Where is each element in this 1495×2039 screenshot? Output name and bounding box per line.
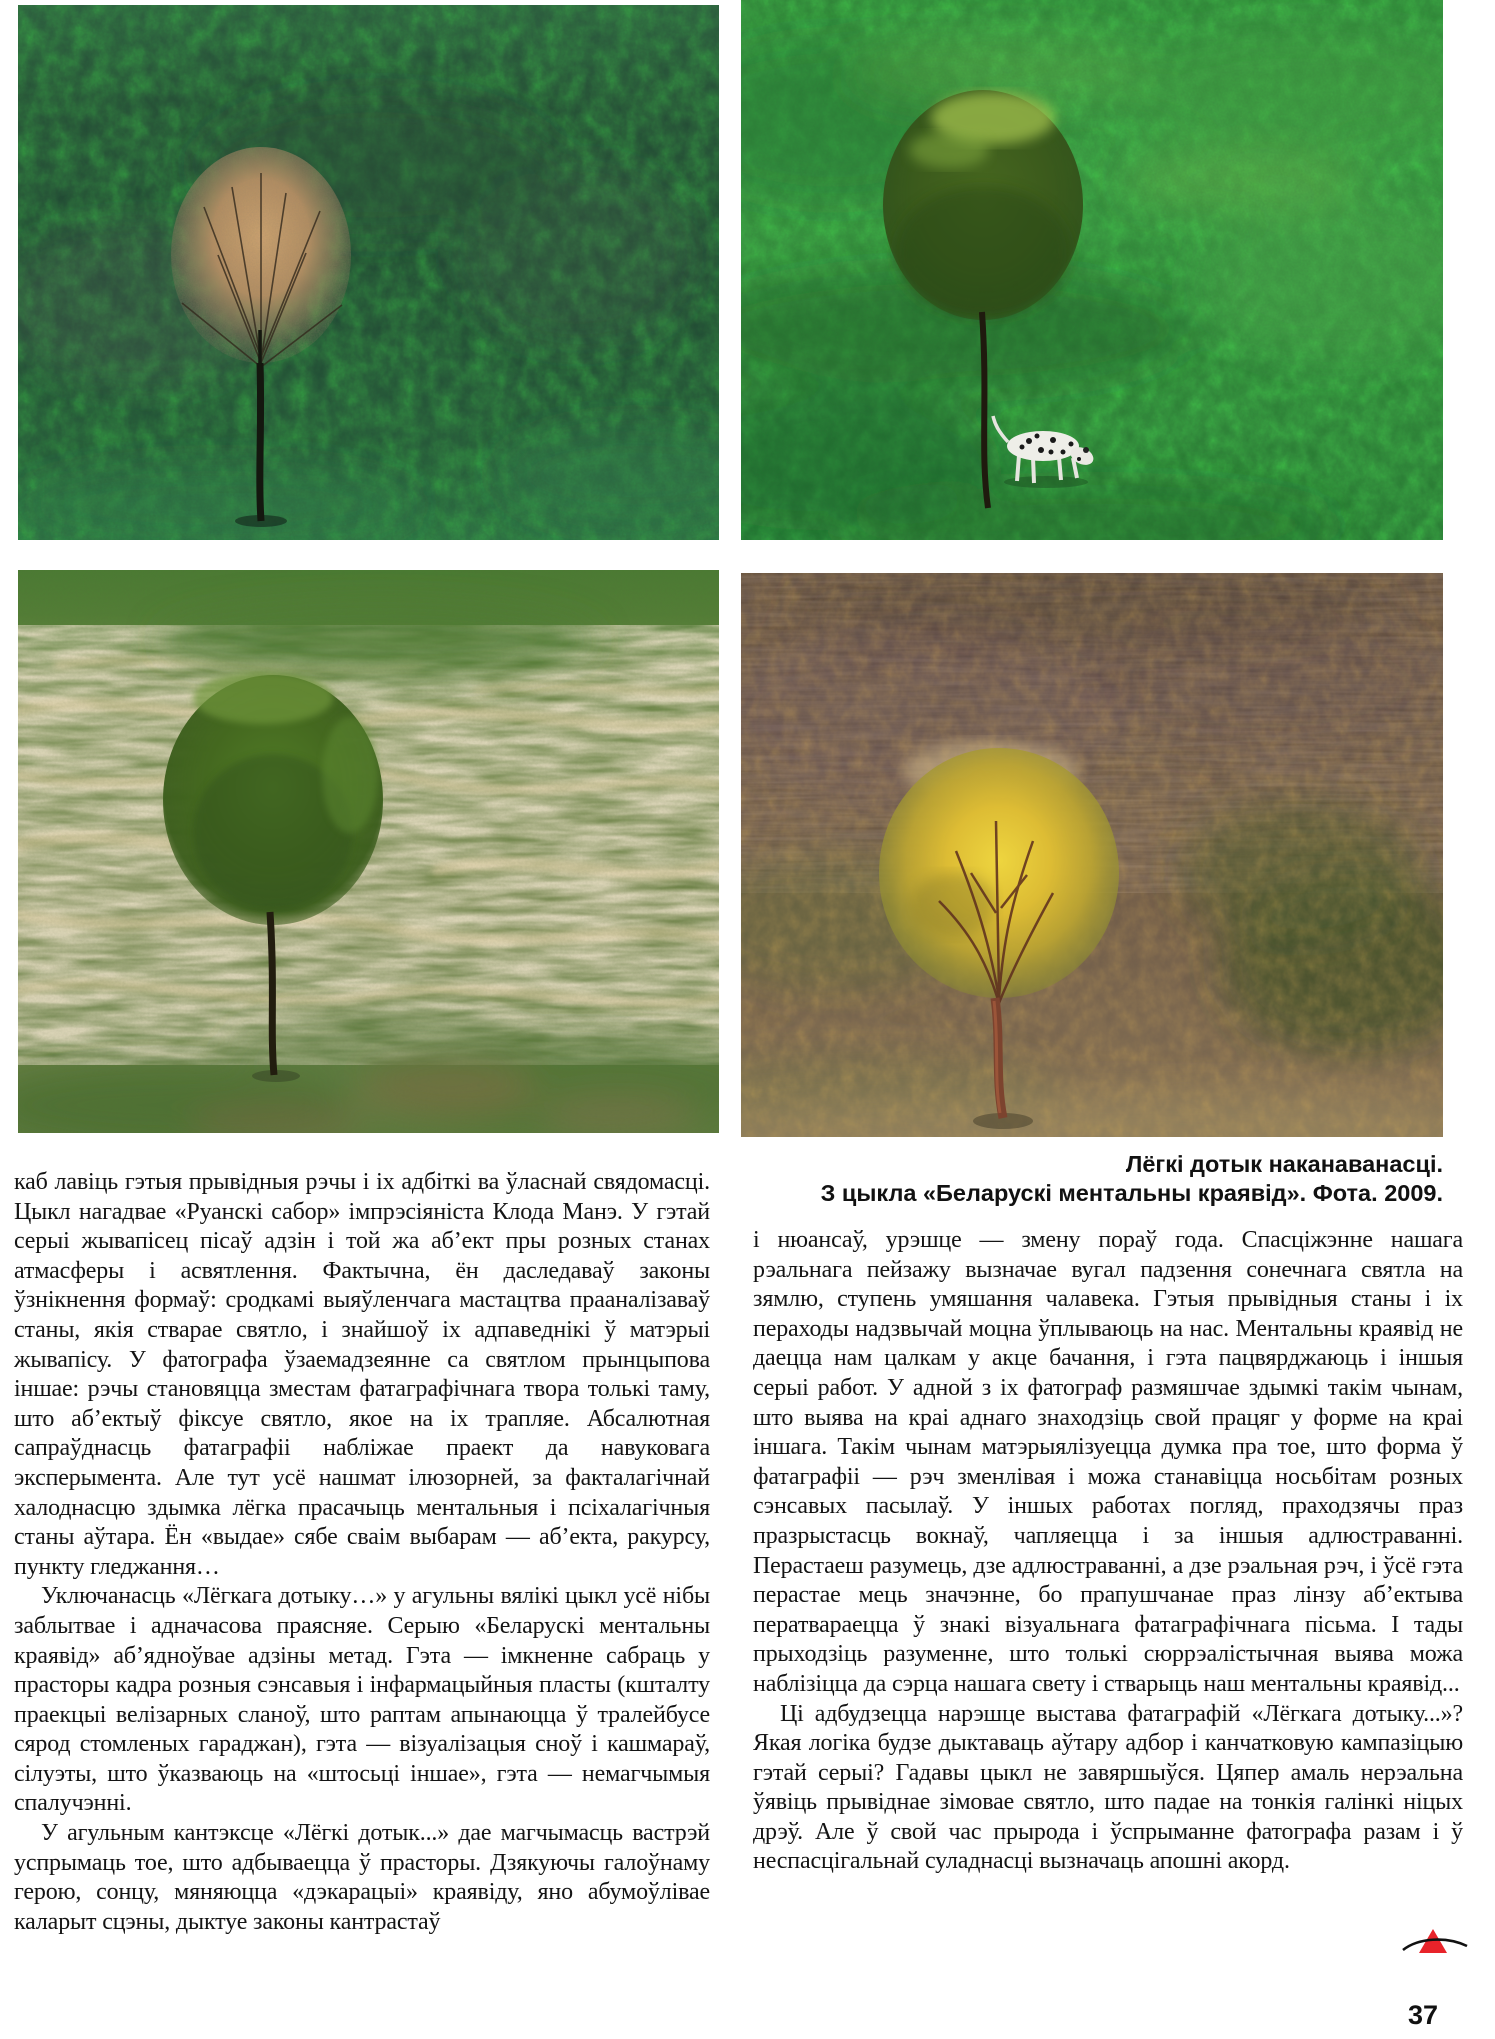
photo-dry-grass-svg: [18, 570, 719, 1133]
tree-trunk: [260, 363, 261, 521]
photo-green-tree-dalmatian: [741, 0, 1443, 540]
photo-bare-tree-dark-field: [18, 5, 719, 540]
crown-highlight: [193, 672, 333, 724]
photo-dalmatian-svg: [741, 0, 1443, 540]
photo-bare-tree-svg: [18, 5, 719, 540]
paragraph: Уключанасць «Лёгкага дотыку…» у агульны вялікі цыкл усё нібы заблытвае і адначасова праясняе. Серыю «Беларускі ментальны краявід» аб’ядноўвае адзіны метад. Гэта — імкненне сабраць у прасторы кадра розныя сэнсавыя і інфармацыйныя пласты (кшталту праекцыі велізарных сланоў, што раптам апынаюцца ў тралейбусе сярод стомленых гараджан), гэта — візуалізацыя сноў і кашмараў, сілуэты, што ўказваюць на «штосьці іншае», гэта — немагчымыя спалучэнні.: [14, 1583, 710, 1817]
dog-body: [1007, 431, 1079, 461]
text-column-right: [753, 1226, 1463, 1877]
page-number: 37: [1408, 2000, 1439, 2030]
photo-yellow-tree-autumn: [741, 573, 1443, 1137]
photo-autumn-svg: [741, 573, 1443, 1137]
paragraph: каб лавіць гэтыя прывідныя рэчы і іх адбіткі ва ўласнай свядомасці. Цыкл нагадвае «Руанскі сабор» імпрэсіяніста Клода Манэ. У гэтай серыі жывапісец пісаў адзін і той жа аб’ект пры розных станах атмасферы і асвятлення. Фактычна, ён даследаваў законы ўзнікнення формаў: сродкамі выяўленчага мастацтва прааналізаваў станы, якія стварае святло, і знайшоў іх адпаведнікі ў матэрыі жывапісу. У фатографа ўзаемадзеянне са святлом прынцыпова іншае: рэчы становяцца зместам фатаграфічнага твора толькі таму, што аб’ектыў фіксуе святло, якое на іх трапляе. Абсалютная сапраўднасць фатаграфіі набліжае праект да навуковага эксперымента. Але тут усё нашмат ілюзорней, за факталагічнай халоднасцю здымка лёгка прасачыць ментальныя і псіхалагічныя станы аўтара. Ён «выдае» сябе сваім выбарам — аб’екта, ракурсу, пункту гледжання…: [14, 1169, 710, 1580]
red-triangle-swoosh-icon: [1402, 1926, 1468, 1958]
paragraph: Ці адбудзецца нарэшце выстава фатаграфій «Лёгкага дотыку...»? Якая логіка будзе дыктаваць аўтару адбор і канчатковую кампазіцыю гэтай серыі? Гадавы цыкл не завяршыўся. Цяпер амаль нерэальна ўявіць прывіднае зімовае святло, што падае на тонкія галінкі ніцых дрэў. Але ў свой час прырода і ўспрыманне фатографа разам і ў неспасцігальнай суладнасці вызначаць апошні акорд.: [753, 1700, 1463, 1875]
photo-caption: [743, 1150, 1443, 1208]
paragraph: і нюансаў, урэшце — змену пораў года. Спасціжэнне нашага рэальнага пейзажу вызначае вугал падзення сонечнага святла на зямлю, ступень умяшання чалавека. Гэтыя прывідныя станы і іх пераходы надзвычай моцна ўплываюць на нас. Ментальны краявід не даецца нам цалкам у акце бачання, і гэта пацвярджаюць і іншыя серыі работ. У адной з іх фатограф размяшчае здымкі такім чынам, што выява на краі аднаго знаходзіць свой працяг у форме на краі іншага. Такім чынам матэрыялізуецца думка пра тое, што форма ў фатаграфіі — рэч зменлівая і можа станавіцца носьбітам розных сэнсавых пасылаў. У іншых работах погляд, праходзячы праз празрыстасць вокнаў, чапляецца і за іншыя адлюстраванні. Перастаеш разумець, дзе адлюстраванні, а дзе рэальная рэч, і ўсё гэта перастае мець значэнне, бо прапушчанае праз лінзу аб’ектыва ператвараецца ў знакі візуальнага фатаграфічнага пісьма. І тады прыходзіць разуменне, што толькі сюррэалістычная выява можа наблізіцца да сэрца нашага свету і стварыць наш ментальны краявід...: [753, 1227, 1463, 1697]
caption-series: З цыкла «Беларускі ментальны краявід». Фота. 2009.: [820, 1180, 1443, 1206]
paragraph: У агульным кантэксце «Лёгкі дотык...» дае магчымасць вастрэй успрымаць тое, што адбываецца ў прасторы. Дзякуючы галоўнаму герою, сонцу, мяняюцца «дэкарацыі» краявіду, яно абумоўлівае каларыт сцэны, дыктуе законы кантрастаў: [14, 1820, 710, 1935]
photo-tree-dry-grass: [18, 570, 719, 1133]
tree-trunk: [270, 912, 274, 1075]
text-column-left: [14, 1168, 710, 1937]
caption-title: Лёгкі дотык наканаванасці.: [1125, 1151, 1443, 1177]
article-end-mark: [1402, 1926, 1468, 1958]
